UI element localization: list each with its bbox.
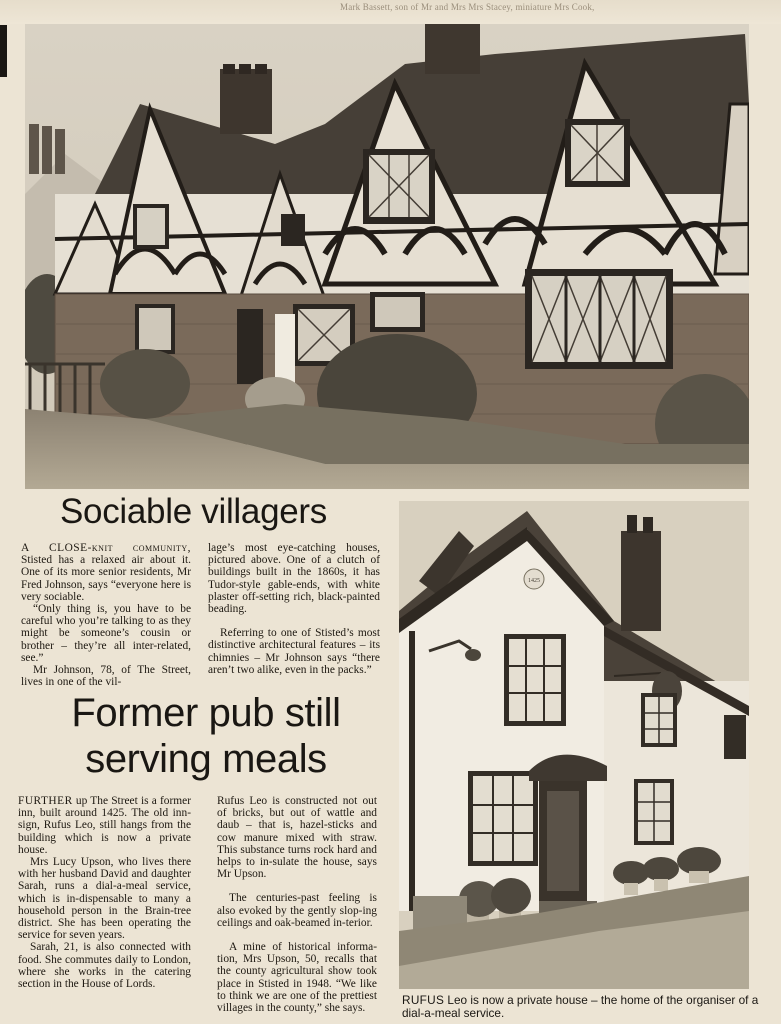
tudor-houses-image [25,24,749,489]
article2-paragraph-text: up The Street is a former inn, built around 1425. The old inn-sign, Rufus Leo, still hangs from the building which is now a private house. [18,795,191,856]
photo-tudor-houses [25,24,749,489]
article1-lead-in: A CLOSE-knit community, [21,542,191,554]
article2-paragraph: Mrs Lucy Upson, who lives there with her husband David and daughter Sarah, runs a dial-a-meal service, which is in-dispensable to many a household person in the Brain-tree district. She has been operating the service for seven years. [18,856,191,942]
article1-paragraph: Referring to one of Stisted’s most distinctive architectural features – its chimnies – Mr Johnson says “there aren’t two alike, even in the packs.” [208,627,380,676]
article1-paragraph-text: Stisted has a relaxed air about it. One of its more senior residents, Mr Fred Johnson, says “everyone here is very sociable. [21,554,191,603]
bleed-through-text: Mark Bassett, son of Mr and Mrs Mrs Stacey, miniature Mrs Cook, [340,2,595,12]
article1-paragraph: Mr Johnson, 78, of The Street, lives in one of the vil- [21,664,191,689]
photo-rufus-leo-house [399,501,749,989]
date-plaque-text: 1425 [528,578,540,584]
article2-paragraph: The centuries-past feeling is also evoked by the gently slop-ing ceilings and oak-beamed in-terior. [217,892,377,929]
article1-paragraph: lage’s most eye-catching houses, pictured above. One of a clutch of buildings built in the 1860s, it has Tudor-style gable-ends, with white plaster off-setting rich, black-painted beading. [208,542,380,616]
page-edge-marker [0,25,7,77]
article2-lead-in: FURTHER [18,795,73,807]
caption-lead-in: RUFUS [402,993,445,1007]
article1-column-2 [208,542,380,676]
rufus-leo-house-image [399,501,749,989]
article2-column-2 [217,795,377,1014]
article2-paragraph [18,795,191,856]
headline-line-1: Former pub still [71,691,341,735]
article1-paragraph [21,542,191,603]
article1-paragraph: “Only thing is, you have to be careful who you’re talking to as they might be someone’s cousin or brother – they’re all inter-related, see.” [21,603,191,664]
article2-paragraph: Rufus Leo is constructed not out of bricks, but out of wattle and daub – that is, hazel-sticks and cow manure mixed with straw. This substance turns rock hard and helps to in-sulate the house, says Mr Upson. [217,795,377,881]
article2-paragraph: A mine of historical informa-tion, Mrs Upson, 50, recalls that the county agricultural show took place in Stisted in 1948. “We like to think we are one of the prettiest villages in the county,” she says. [217,941,377,1015]
headline-sociable-villagers: Sociable villagers [60,492,327,531]
article1-column-1 [21,542,191,688]
article2-paragraph: Sarah, 21, is also connected with food. She commutes daily to London, where she works in the catering section in the House of Lords. [18,941,191,991]
headline-line-2: serving meals [85,737,327,781]
top-margin [0,0,781,24]
caption-text: Leo is now a private house – the home of the organiser of a dial-a-meal service. [402,993,759,1020]
headline-former-pub [30,690,382,782]
article2-column-1 [18,795,191,990]
photo-caption [402,994,762,1019]
